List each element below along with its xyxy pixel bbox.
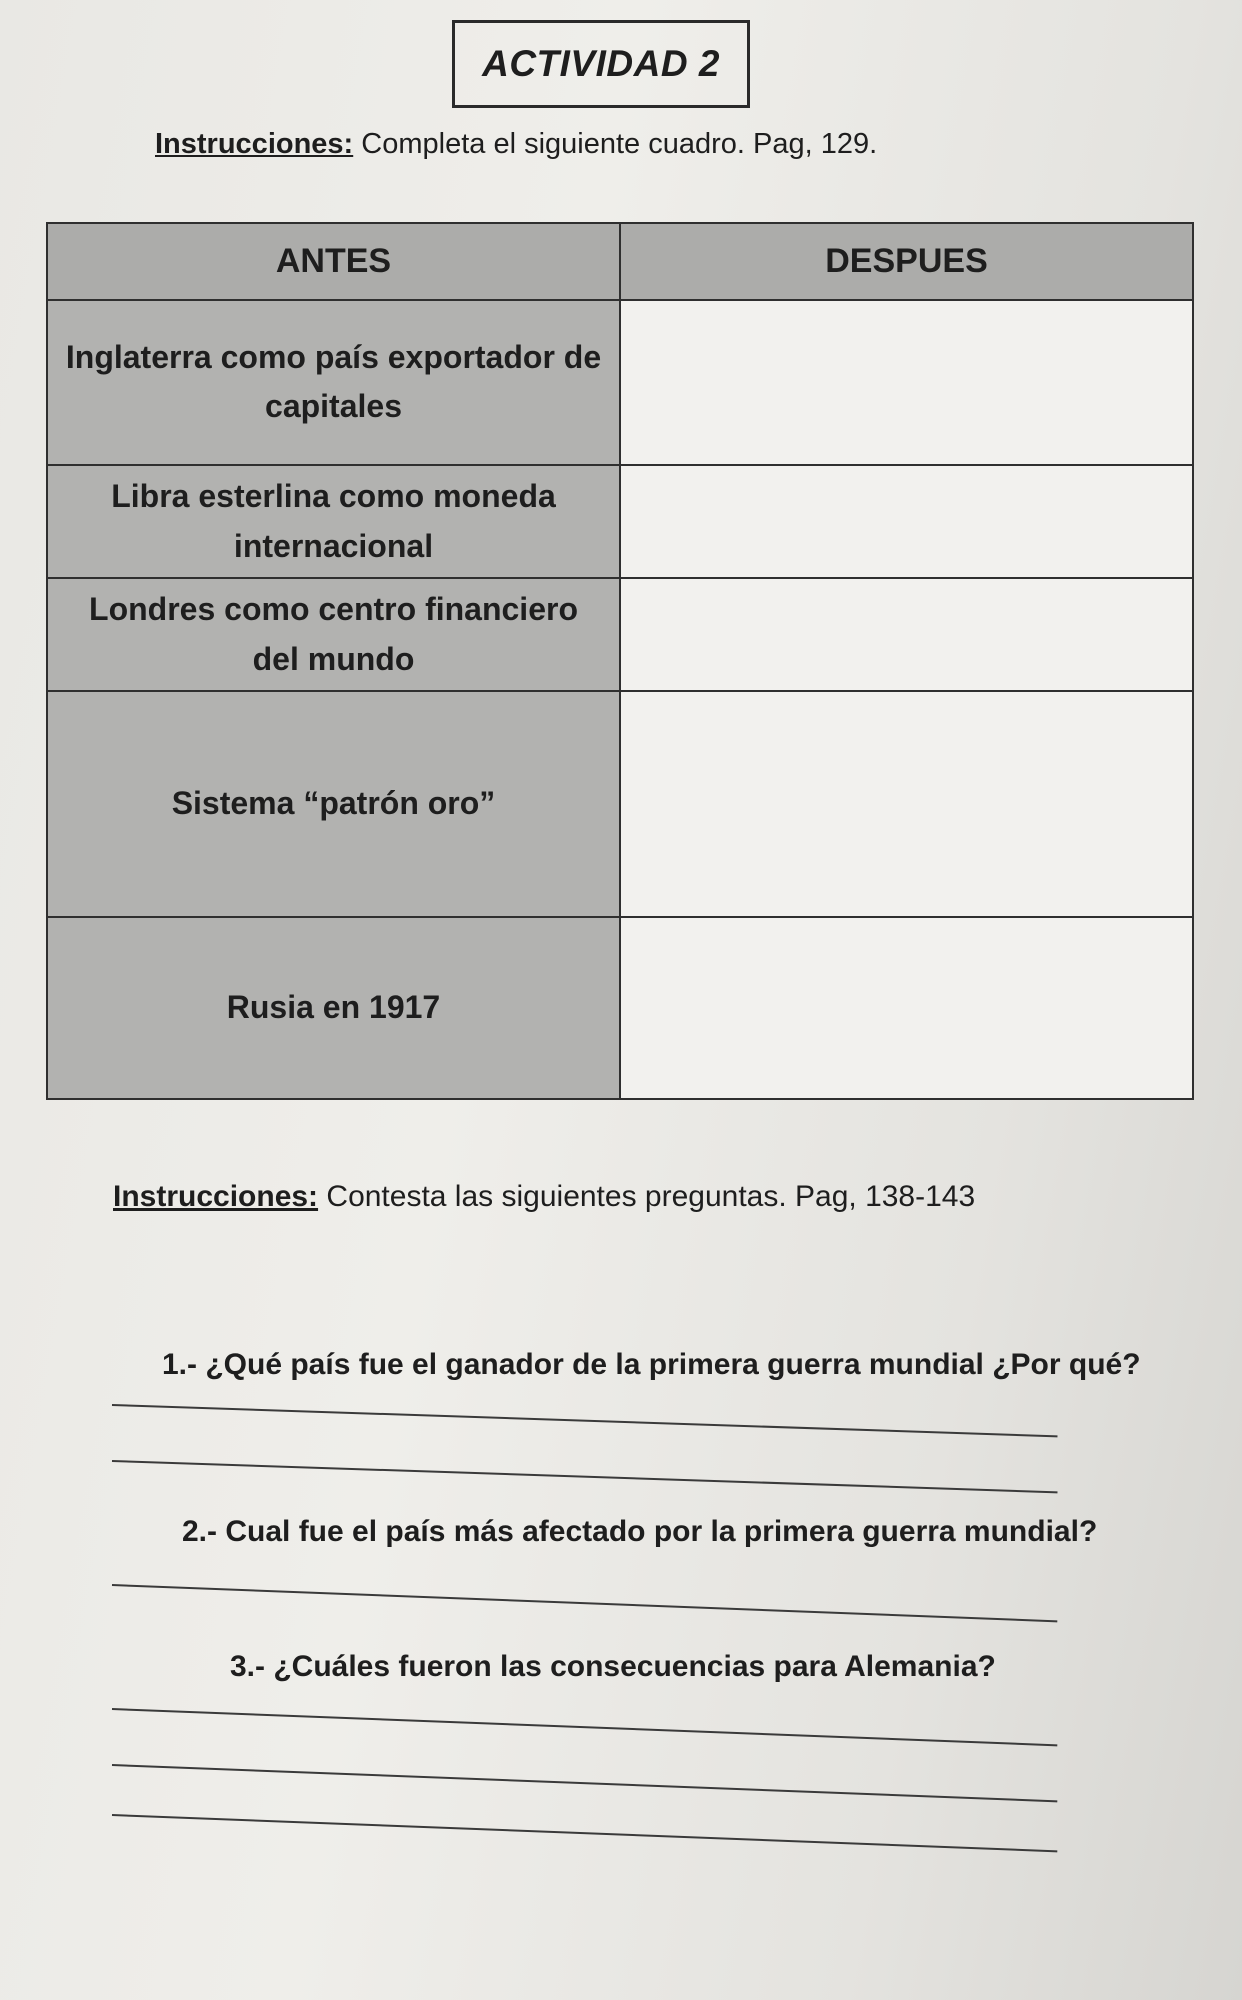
table-header-row xyxy=(47,223,1193,300)
activity-title: ACTIVIDAD 2 xyxy=(452,20,750,108)
question-1: 1.- ¿Qué país fue el ganador de la primera guerra mundial ¿Por qué? xyxy=(162,1348,1141,1381)
despues-cell[interactable] xyxy=(620,465,1193,578)
instructions-questions xyxy=(113,1180,975,1214)
despues-cell[interactable] xyxy=(620,691,1193,917)
instructions-label: Instrucciones: xyxy=(113,1180,319,1213)
question-3: 3.- ¿Cuáles fueron las consecuencias para Alemania? xyxy=(230,1650,996,1683)
table-row xyxy=(47,578,1193,691)
table-row xyxy=(47,917,1193,1099)
antes-cell: Libra esterlina como moneda internacional xyxy=(47,465,620,578)
comparison-table xyxy=(46,222,1194,1100)
answer-line[interactable] xyxy=(112,1584,1057,1622)
antes-cell: Inglaterra como país exportador de capitales xyxy=(47,300,620,466)
despues-cell[interactable] xyxy=(620,300,1193,466)
despues-cell[interactable] xyxy=(620,578,1193,691)
table-row xyxy=(47,691,1193,917)
table-row xyxy=(47,465,1193,578)
instructions-text: Contesta las siguientes preguntas. Pag, 138-143 xyxy=(318,1180,976,1213)
instructions-label: Instrucciones: xyxy=(155,128,354,160)
instructions-table xyxy=(155,128,877,161)
header-antes: ANTES xyxy=(47,223,620,300)
answer-line[interactable] xyxy=(112,1404,1058,1437)
antes-cell: Londres como centro financiero del mundo xyxy=(47,578,620,691)
answer-line[interactable] xyxy=(112,1814,1057,1852)
answer-line[interactable] xyxy=(112,1764,1057,1802)
answer-line[interactable] xyxy=(112,1460,1058,1493)
answer-line[interactable] xyxy=(112,1708,1057,1746)
antes-cell: Rusia en 1917 xyxy=(47,917,620,1099)
header-despues: DESPUES xyxy=(620,223,1193,300)
instructions-text: Completa el siguiente cuadro. Pag, 129. xyxy=(353,128,878,160)
antes-cell: Sistema “patrón oro” xyxy=(47,691,620,917)
question-2: 2.- Cual fue el país más afectado por la primera guerra mundial? xyxy=(182,1515,1098,1548)
despues-cell[interactable] xyxy=(620,917,1193,1099)
table-row xyxy=(47,300,1193,466)
